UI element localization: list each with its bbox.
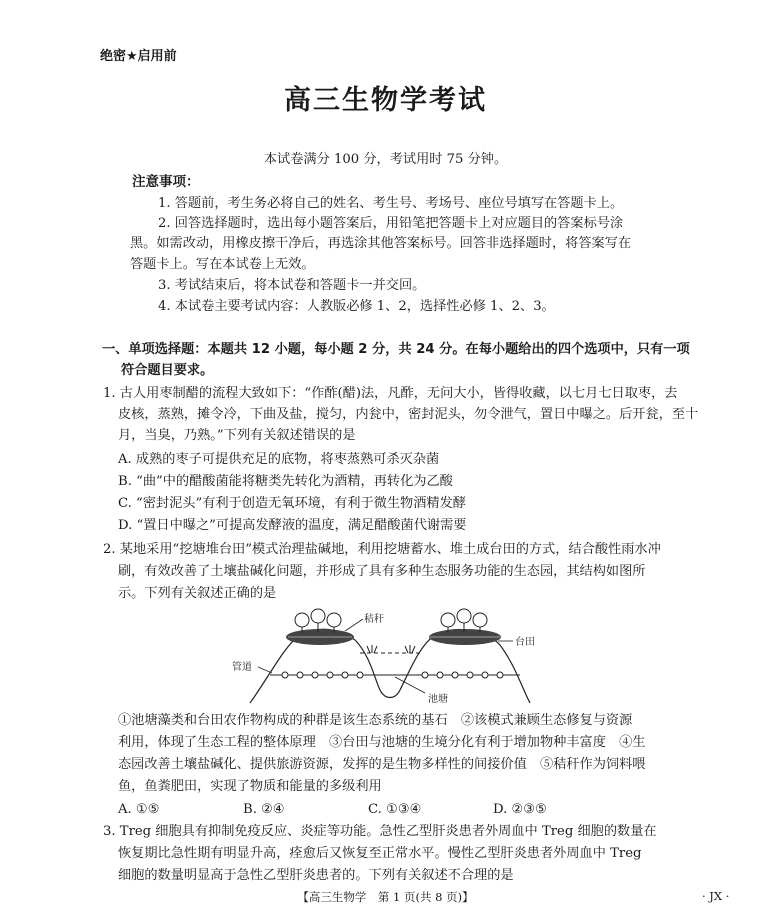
confidential-mark: 绝密★启用前 <box>100 49 177 64</box>
footer-code: · JX · <box>702 889 730 903</box>
notes-title: 注意事项： <box>132 174 200 190</box>
exam-meta: 本试卷满分 100 分，考试用时 75 分钟。 <box>263 152 508 167</box>
section-heading: 一、单项选择题：本题共 12 小题，每小题 2 分，共 24 分。在每小题给出的四个选项中，只有一项 <box>102 342 690 357</box>
q2-option-d: D. ②③⑤ <box>493 802 547 817</box>
note-line: 3. 考试结束后，将本试卷和答题卡一并交回。 <box>158 278 426 293</box>
q1-option-a: A. 成熟的枣子可提供充足的底物，将枣蒸熟可杀灭杂菌 <box>118 452 440 467</box>
label-pond: 池塘 <box>428 694 448 705</box>
note-line: 黑。如需改动，用橡皮擦干净后，再选涂其他答案标号。回答非选择题时，将答案写在 <box>130 236 632 251</box>
note-line: 4. 本试卷主要考试内容：人教版必修 1、2，选择性必修 1、2、3。 <box>158 299 555 314</box>
straw-right <box>429 629 501 645</box>
q2-option-a: A. ①⑤ <box>118 802 160 817</box>
trees-right <box>441 609 487 633</box>
note-line: 1. 答题前，考生务必将自己的姓名、考生号、考场号、座位号填写在答题卡上。 <box>158 196 624 211</box>
q2-stem: 示。下列有关叙述正确的是 <box>118 586 277 601</box>
label-straw: 秸秆 <box>364 614 384 625</box>
q2-statement: ①池塘藻类和台田农作物构成的种群是该生态系统的基石 ②该模式兼顾生态修复与资源 <box>118 713 633 728</box>
q2-statement: 利用，体现了生态工程的整体原理 ③台田与池塘的生境分化有利于增加物种丰富度 ④生 <box>118 735 646 750</box>
q1-stem: 皮核，蒸熟，摊令冷，下曲及盐，搅匀，内瓮中，密封泥头，勿令泄气，置日中曝之。后开瓮，至十 <box>118 407 699 422</box>
q2-stem: 2. 某地采用“挖塘堆台田”模式治理盐碱地，利用挖塘蓄水、堆土成台田的方式，结合酸性雨水冲 <box>103 542 661 557</box>
q2-statement: 态园改善土壤盐碱化、提供旅游资源，发挥的是生物多样性的间接价值 ⑤秸秆作为饲料喂 <box>118 757 646 772</box>
q1-stem: 月，当臭，乃熟。”下列有关叙述错误的是 <box>118 428 356 443</box>
note-line: 2. 回答选择题时，选出每小题答案后，用铅笔把答题卡上对应题目的答案标号涂 <box>158 216 624 231</box>
page-title: 高三生物学考试 <box>284 85 487 116</box>
section-heading-cont: 符合题目要求。 <box>121 363 214 378</box>
q1-option-d: D. “置日中曝之”可提高发酵液的温度，满足醋酸菌代谢需要 <box>118 518 467 533</box>
q1-option-b: B. “曲”中的醋酸菌能将糖类先转化为酒精，再转化为乙酸 <box>118 474 453 489</box>
q3-stem: 恢复期比急性期有明显升高，痊愈后又恢复至正常水平。慢性乙型肝炎患者外周血中 Treg <box>118 846 642 861</box>
q2-statement: 鱼，鱼粪肥田，实现了物质和能量的多级利用 <box>118 779 382 794</box>
q3-stem: 3. Treg 细胞具有抑制免疫反应、炎症等功能。急性乙型肝炎患者外周血中 Treg 细胞的数量在 <box>103 824 657 839</box>
straw-left <box>286 629 354 645</box>
trees-left <box>295 609 341 633</box>
note-line: 答题卡上。写在本试卷上无效。 <box>130 257 315 272</box>
q2-option-b: B. ②④ <box>243 802 285 817</box>
page-footer: 【高三生物学 第 1 页(共 8 页)】 <box>297 890 474 904</box>
reeds <box>367 645 415 653</box>
q2-stem: 刷，有效改善了土壤盐碱化问题，并形成了具有多种生态服务功能的生态园，其结构如图所 <box>118 564 646 579</box>
label-pipe: 管道 <box>232 662 252 673</box>
label-field: 台田 <box>515 637 535 648</box>
q1-stem: 1. 古人用枣制醋的流程大致如下：“作酢(醋)法，凡酢，无问大小，皆得收藏，以七月七日取枣，去 <box>103 386 678 401</box>
q2-option-c: C. ①③④ <box>368 802 422 817</box>
q1-option-c: C. “密封泥头”有利于创造无氧环境，有利于微生物酒精发酵 <box>118 496 466 511</box>
q2-figure <box>230 605 540 707</box>
q3-stem: 细胞的数量明显高于急性乙型肝炎患者的。下列有关叙述不合理的是 <box>118 868 514 883</box>
